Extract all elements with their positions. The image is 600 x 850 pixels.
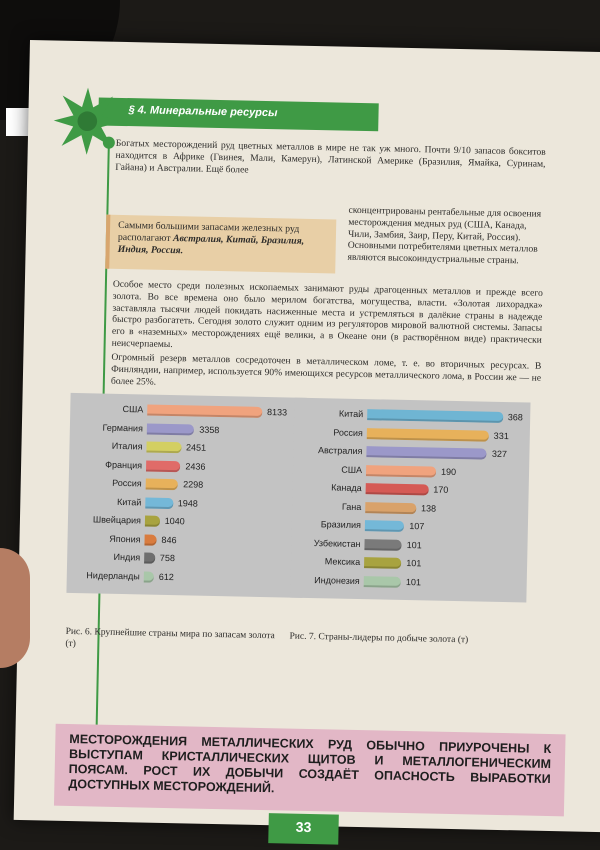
- paragraph-1: Богатых месторождений руд цветных металлов в мире не так уж много. Почти 9/10 запасов бокситов находится в Африке (Гвинея, Мали, Камерун), Латинской Америке (Бразилия, Ямайка, Суринам, Гайана) и Австралии. Ещё более: [115, 137, 546, 176]
- bar-label: Китай: [338, 408, 364, 420]
- bar-row: [122, 404, 288, 420]
- bar-label: США: [122, 404, 144, 415]
- bar: [144, 534, 156, 545]
- key-statement-text: МЕСТОРОЖДЕНИЯ МЕТАЛЛИЧЕСКИХ РУД ОБЫЧНО ПРИУРОЧЕНЫ К ВЫСТУПАМ КРИСТАЛЛИЧЕСКИХ ЩИТОВ И МЕТАЛЛОГЕНИЧЕСКИМ ПОЯСАМ. РОСТ ИХ ДОБЫЧИ СОЗДАЁТ ОПАСНОСТЬ ВЫРАБОТКИ ДОСТУПНЫХ МЕСТОРОЖДЕНИЙ.: [68, 731, 552, 796]
- bar: [146, 479, 179, 491]
- bar-label: Германия: [102, 422, 144, 433]
- bar-label: Россия: [333, 426, 363, 438]
- bar: [364, 576, 401, 588]
- bar-label: Россия: [112, 477, 142, 489]
- bar-row: [109, 533, 264, 549]
- bar: [367, 428, 489, 442]
- bar-row: [116, 496, 265, 512]
- bar-label: Мексика: [324, 556, 361, 568]
- bar-value: 612: [158, 571, 174, 582]
- bar: [147, 405, 262, 418]
- bar: [146, 442, 181, 454]
- bar: [144, 571, 154, 582]
- section-header: [98, 97, 379, 131]
- page-number: 33: [268, 813, 339, 844]
- bar-value: 2298: [183, 479, 204, 490]
- bar: [366, 465, 436, 477]
- paragraph-1-side: сконцентрированы рентабельные для освоения месторождения медных руд (США, Канада, Чили, Замбия, Заир, Перу, Китай, Россия). Основными потребителями цветных металлов являются высокоиндустриальные страны.: [347, 204, 542, 267]
- bar-row: [113, 551, 264, 568]
- bar-value: 3358: [199, 424, 220, 435]
- bar: [145, 497, 173, 509]
- bar-value: 1948: [177, 497, 198, 509]
- info-countries: Австралия, Китай, Бразилия, Индия, Россия.: [117, 233, 305, 257]
- bar-label: Китай: [116, 496, 142, 507]
- bar-label: Индонезия: [314, 574, 360, 586]
- bar-label: Австралия: [317, 445, 363, 457]
- bar-value: 368: [507, 412, 523, 423]
- bar: [367, 409, 503, 423]
- bar-value: 327: [491, 448, 508, 460]
- bar: [366, 446, 487, 460]
- info-box: [105, 215, 336, 274]
- bar-value: 331: [493, 430, 509, 441]
- bar: [365, 520, 405, 532]
- bar-label: Индия: [113, 551, 141, 563]
- bar-label: Бразилия: [320, 519, 362, 531]
- bar-value: 101: [406, 539, 422, 550]
- bar-label: Канада: [331, 482, 362, 494]
- bar-label: США: [341, 464, 363, 475]
- bar-value: 138: [421, 502, 437, 514]
- section-title: § 4. Минеральные ресурсы: [128, 104, 278, 120]
- bar-row: [92, 514, 265, 531]
- bar-row: [112, 477, 266, 494]
- bar-value: 2436: [185, 460, 206, 472]
- bar: [146, 460, 181, 472]
- bar-label: Нидерланды: [86, 569, 140, 581]
- bar-label: Гана: [341, 501, 362, 512]
- bar-value: 846: [161, 534, 177, 545]
- paragraph-3: Огромный резерв металлов сосредоточен в металлическом ломе, т. е. во вторичных ресурсах. В Финляндии, например, используется 90% имеющихся ресурсов металлического лома, в России же — не более 25%.: [110, 351, 542, 388]
- key-statement-box: [54, 724, 566, 817]
- bar-row: [86, 569, 264, 586]
- bar-row: [102, 422, 267, 438]
- caption-fig6: Рис. 6. Крупнейшие страны мира по запасам золота (т): [65, 626, 275, 650]
- bar-label: Франция: [105, 459, 143, 470]
- paragraph-2: Особое место среди полезных ископаемых занимают руды драгоценных металлов и прежде всего золота. Во все времена оно было мерилом богатства, могущества, власти. «Золотая лихорадка» заставляла тысячи людей покидать насиженные места и устремляться в далёкие страны в надежде быстро разбогатеть. Сегодня золото служит одним из регуляторов мировой валютной системы. Запасы его в «наземных» месторождениях ещё велики, а в Океане они (в растворённом виде) практически неисчерпаемы.: [111, 278, 543, 351]
- bar: [366, 483, 429, 495]
- textbook-page: [14, 40, 600, 836]
- bar: [145, 516, 160, 527]
- bar-row: [105, 459, 266, 475]
- bar-label: Япония: [109, 533, 141, 544]
- info-text: Самыми большими запасами железных руд располагают: [117, 219, 300, 244]
- bar-row: [111, 440, 266, 457]
- bar: [365, 502, 416, 514]
- bar-value: 2451: [185, 442, 207, 453]
- bar-value: 107: [409, 521, 425, 532]
- bar-value: 758: [159, 552, 176, 564]
- caption-fig7: Рис. 7. Страны-лидеры по добыче золота (т): [289, 631, 469, 646]
- bar: [364, 539, 401, 551]
- bar-label: Узбекистан: [313, 537, 361, 549]
- bar-value: 170: [433, 484, 449, 495]
- bar-label: Швейцария: [92, 514, 142, 526]
- bar: [144, 553, 155, 564]
- bar-label: Италия: [111, 440, 143, 452]
- bar-value: 1040: [164, 515, 185, 527]
- bar-value: 101: [405, 576, 422, 587]
- bar-value: 190: [440, 466, 457, 477]
- bar-value: 8133: [266, 407, 288, 418]
- bar-value: 101: [406, 557, 422, 569]
- bar: [147, 423, 195, 435]
- finger: [0, 548, 30, 668]
- bar: [364, 557, 401, 569]
